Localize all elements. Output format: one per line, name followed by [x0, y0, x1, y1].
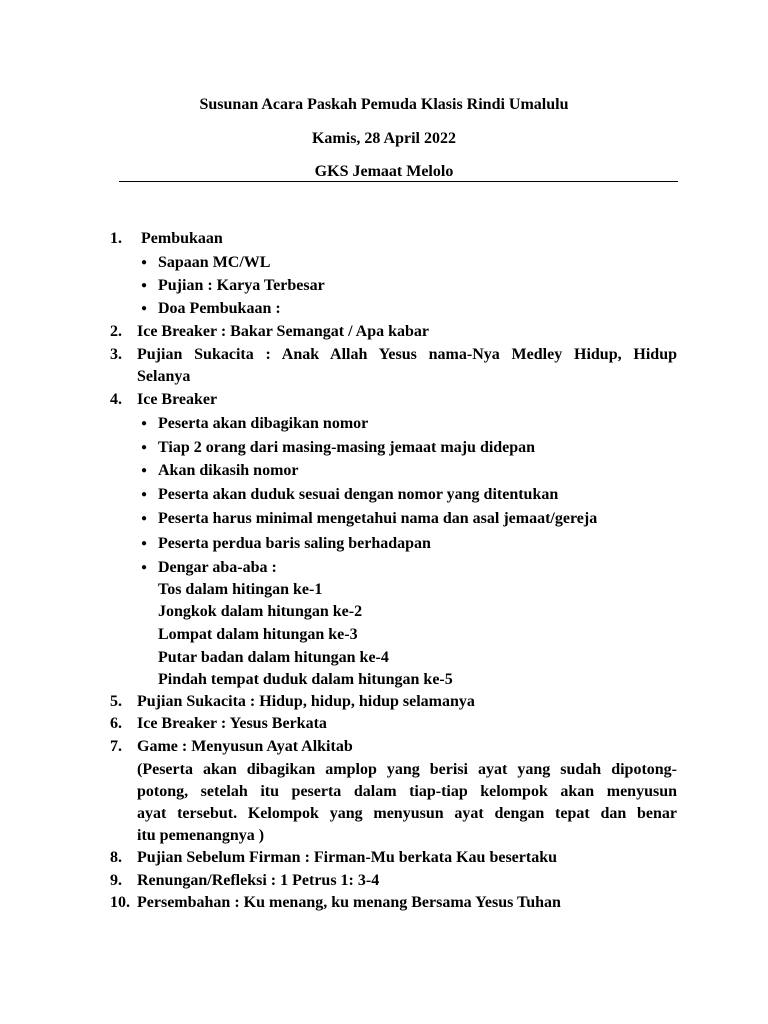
sub-item-text: Pujian : Karya Terbesar — [158, 277, 325, 294]
command-text: Lompat dalam hitungan ke-3 — [158, 626, 358, 643]
bullet-icon: ● — [140, 465, 148, 476]
agenda-number: 8. — [110, 849, 122, 866]
agenda-number: 7. — [110, 738, 122, 755]
bullet-icon: ● — [140, 489, 148, 500]
command-line — [0, 580, 768, 603]
agenda-item-3 — [0, 345, 768, 368]
sub-item-text: Tiap 2 orang dari masing-masing jemaat maju didepan — [158, 439, 536, 456]
agenda-item-9 — [0, 871, 768, 894]
bullet-icon: ● — [140, 513, 148, 524]
command-line — [0, 625, 768, 648]
sub-item-text: Sapaan MC/WL — [158, 254, 271, 271]
agenda-item-4 — [0, 390, 768, 413]
sub-item-text: Doa Pembukaan : — [158, 300, 281, 317]
command-line — [0, 602, 768, 625]
list-item — [0, 558, 768, 581]
agenda-item-10 — [0, 893, 768, 916]
sub-item-text: Peserta akan dibagikan nomor — [158, 415, 369, 432]
agenda-item-1 — [0, 229, 768, 252]
sub-item-text: Peserta akan duduk sesuai dengan nomor yang ditentukan — [158, 486, 559, 503]
agenda-title: Pujian Sukacita : Hidup, hidup, hidup selamanya — [137, 693, 475, 710]
bullet-icon: ● — [140, 442, 148, 453]
agenda-title: Pembukaan — [141, 230, 223, 247]
agenda-item-3-continued — [0, 367, 768, 390]
command-text: Pindah tempat duduk dalam hitungan ke-5 — [158, 671, 453, 688]
list-item — [0, 253, 768, 276]
agenda-title: Ice Breaker : Bakar Semangat / Apa kabar — [137, 323, 430, 340]
bullet-icon: ● — [140, 303, 148, 314]
bullet-icon: ● — [140, 562, 148, 573]
bullet-icon: ● — [140, 257, 148, 268]
agenda-item-5 — [0, 692, 768, 715]
agenda-number: 2. — [110, 323, 122, 340]
agenda-item-7-desc-line — [0, 804, 768, 827]
sub-item-text: Peserta harus minimal mengetahui nama dan asal jemaat/gereja — [158, 510, 598, 527]
agenda-item-7-desc-line — [0, 782, 768, 805]
command-line — [0, 648, 768, 671]
agenda-number: 1. — [110, 230, 122, 247]
description-text: ayat tersebut. Kelompok yang menyusun ayat dengan tepat dan benar — [137, 805, 677, 822]
agenda-number: 9. — [110, 872, 122, 889]
agenda-title: Ice Breaker — [137, 391, 218, 408]
bullet-icon: ● — [140, 280, 148, 291]
agenda-number: 6. — [110, 715, 122, 732]
agenda-item-7 — [0, 737, 768, 760]
list-item — [0, 299, 768, 322]
bullet-icon: ● — [140, 418, 148, 429]
list-item — [0, 509, 768, 532]
agenda-title: Pujian Sebelum Firman : Firman-Mu berkata Kau besertaku — [137, 849, 557, 866]
document-title: Susunan Acara Paskah Pemuda Klasis Rindi Umalulu — [199, 96, 569, 113]
agenda-item-7-desc-line — [0, 760, 768, 783]
list-item — [0, 461, 768, 484]
header-divider — [119, 181, 678, 182]
event-place: GKS Jemaat Melolo — [314, 163, 454, 180]
command-text: Tos dalam hitingan ke-1 — [158, 581, 323, 598]
sub-item-text: Peserta perdua baris saling berhadapan — [158, 535, 431, 552]
agenda-title: Pujian Sukacita : Anak Allah Yesus nama-Nya Medley Hidup, Hidup — [137, 346, 677, 363]
command-text: Jongkok dalam hitungan ke-2 — [158, 603, 363, 620]
agenda-title: Persembahan : Ku menang, ku menang Bersama Yesus Tuhan — [137, 894, 561, 911]
list-item — [0, 276, 768, 299]
agenda-title: Renungan/Refleksi : 1 Petrus 1: 3-4 — [137, 872, 380, 889]
agenda-item-8 — [0, 848, 768, 871]
list-item — [0, 534, 768, 557]
agenda-number: 10. — [110, 894, 130, 911]
bullet-icon: ● — [140, 538, 148, 549]
agenda-number: 4. — [110, 391, 122, 408]
agenda-title: Ice Breaker : Yesus Berkata — [137, 715, 327, 732]
agenda-item-7-desc-line — [0, 826, 768, 849]
agenda-item-2 — [0, 322, 768, 345]
agenda-item-6 — [0, 714, 768, 737]
agenda-title-continued: Selanya — [137, 368, 191, 385]
command-line — [0, 670, 768, 693]
description-text: (Peserta akan dibagikan amplop yang berisi ayat yang sudah dipotong- — [137, 761, 677, 778]
sub-item-text: Dengar aba-aba : — [158, 559, 277, 576]
agenda-number: 3. — [110, 346, 122, 363]
list-item — [0, 485, 768, 508]
description-text: itu pemenangnya ) — [137, 827, 265, 844]
sub-item-text: Akan dikasih nomor — [158, 462, 299, 479]
list-item — [0, 414, 768, 437]
list-item — [0, 438, 768, 461]
event-date: Kamis, 28 April 2022 — [311, 130, 456, 147]
command-text: Putar badan dalam hitungan ke-4 — [158, 649, 389, 666]
description-text: potong, setelah itu peserta dalam tiap-tiap kelompok akan menyusun — [137, 783, 677, 800]
agenda-number: 5. — [110, 693, 122, 710]
agenda-title: Game : Menyusun Ayat Alkitab — [137, 738, 353, 755]
